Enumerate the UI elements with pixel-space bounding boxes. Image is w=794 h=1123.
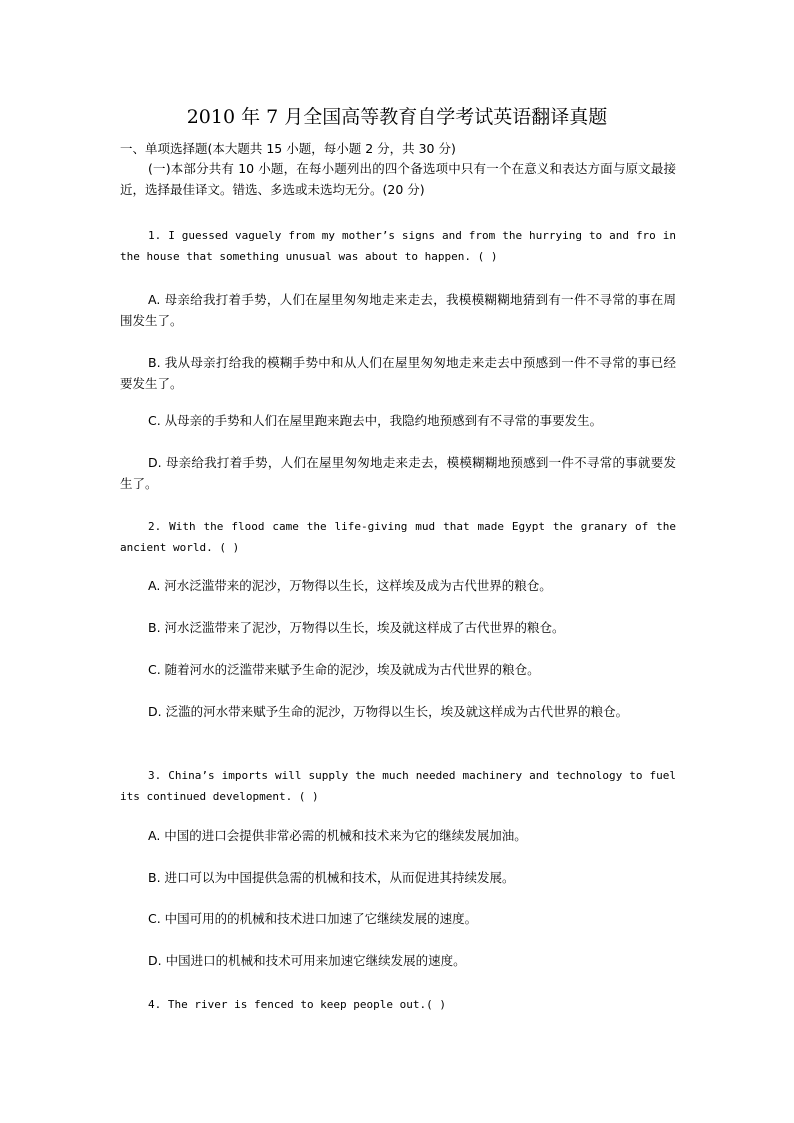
question-4-stem: 4. The river is fenced to keep people out.( ) bbox=[148, 998, 447, 1011]
question-1-option-c: C. 从母亲的手势和人们在屋里跑来跑去中，我隐约地预感到有不寻常的事要发生。 bbox=[148, 413, 603, 428]
question-1-option-d: D. 母亲给我打着手势，人们在屋里匆匆地走来走去，模模糊糊地预感到一件不寻常的事就要发生了。 bbox=[120, 455, 676, 491]
question-2-option-a: A. 河水泛滥带来的泥沙，万物得以生长，这样埃及成为古代世界的粮仓。 bbox=[148, 578, 552, 593]
question-1-option-a: A. 母亲给我打着手势，人们在屋里匆匆地走来走去，我模模糊糊地猜到有一件不寻常的事在周围发生了。 bbox=[120, 292, 676, 328]
question-2-stem: 2. With the flood came the life-giving mud that made Egypt the granary of the ancient world. ( ) bbox=[120, 520, 676, 554]
question-2-option-d: D. 泛滥的河水带来赋予生命的泥沙，万物得以生长，埃及就这样成为古代世界的粮仓。 bbox=[148, 704, 629, 719]
question-2-option-b: B. 河水泛滥带来了泥沙，万物得以生长，埃及就这样成了古代世界的粮仓。 bbox=[148, 620, 565, 635]
question-3-option-a: A. 中国的进口会提供非常必需的机械和技术来为它的继续发展加油。 bbox=[148, 828, 527, 843]
question-3-option-b: B. 进口可以为中国提供急需的机械和技术，从而促进其持续发展。 bbox=[148, 870, 515, 885]
question-2-option-c: C. 随着河水的泛滥带来赋予生命的泥沙，埃及就成为古代世界的粮仓。 bbox=[148, 662, 540, 677]
question-3-stem: 3. China’s imports will supply the much needed machinery and technology to fuel its continued development. ( ) bbox=[120, 769, 676, 803]
question-1-option-b: B. 我从母亲打给我的模糊手势中和从人们在屋里匆匆地走来走去中预感到一件不寻常的事已经要发生了。 bbox=[120, 355, 676, 391]
page-title: 2010 年 7 月全国高等教育自学考试英语翻译真题 bbox=[186, 106, 608, 128]
question-3-option-d: D. 中国进口的机械和技术可用来加速它继续发展的速度。 bbox=[148, 953, 466, 968]
question-3-option-c: C. 中国可用的的机械和技术进口加速了它继续发展的速度。 bbox=[148, 911, 478, 926]
section-heading: 一、单项选择题(本大题共 15 小题，每小题 2 分，共 30 分) bbox=[120, 141, 456, 156]
instructions: (一)本部分共有 10 小题，在每小题列出的四个备选项中只有一个在意义和表达方面与原文最接近，选择最佳译文。错选、多选或未选均无分。(20 分) bbox=[120, 161, 676, 197]
question-1-stem: 1. I guessed vaguely from my mother’s signs and from the hurrying to and fro in the house that something unusual was about to happen. ( ) bbox=[120, 229, 676, 263]
